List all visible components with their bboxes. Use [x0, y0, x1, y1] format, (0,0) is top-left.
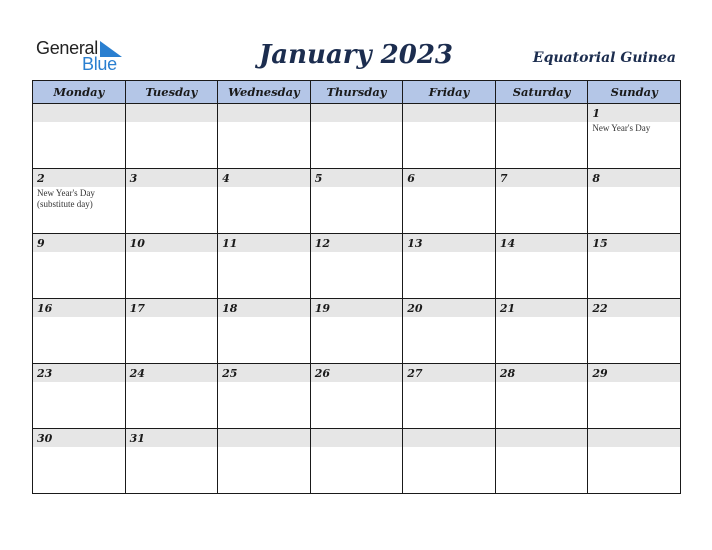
weekday-sunday: Sunday [588, 81, 681, 104]
day-band [33, 104, 125, 122]
weekday-friday: Friday [403, 81, 496, 104]
day-number: 30 [37, 432, 53, 445]
day-cell [588, 104, 681, 169]
day-number: 20 [407, 302, 423, 315]
day-cell [495, 104, 588, 169]
day-cell [403, 169, 496, 234]
day-number: 1 [592, 107, 601, 120]
day-number: 9 [37, 237, 45, 250]
day-cell [310, 169, 403, 234]
day-cell [403, 104, 496, 169]
week-row [33, 364, 681, 429]
week-row [33, 104, 681, 169]
day-cell [310, 104, 403, 169]
day-cell [125, 299, 218, 364]
day-number: 27 [407, 367, 423, 380]
day-band [403, 104, 495, 122]
day-number: 16 [37, 302, 53, 315]
day-cell [310, 299, 403, 364]
day-cell [33, 169, 126, 234]
day-band [496, 429, 588, 447]
day-band [588, 429, 680, 447]
day-cell [588, 234, 681, 299]
day-cell [495, 234, 588, 299]
week-row [33, 429, 681, 494]
day-band [496, 104, 588, 122]
calendar-title: January 2023 [258, 40, 454, 70]
day-cell [588, 169, 681, 234]
day-cell [218, 234, 311, 299]
day-number: 14 [499, 237, 516, 250]
day-number: 21 [499, 302, 516, 315]
day-cell [33, 364, 126, 429]
day-number: 15 [592, 237, 608, 250]
day-cell [495, 299, 588, 364]
day-cell [403, 234, 496, 299]
day-number: 22 [592, 302, 608, 315]
country-name: Equatorial Guinea [532, 50, 676, 66]
day-number: 17 [129, 302, 145, 315]
day-cell [125, 104, 218, 169]
day-band [311, 104, 403, 122]
day-number: 3 [129, 172, 138, 185]
day-number: 12 [314, 237, 330, 250]
day-band [126, 169, 218, 187]
week-row [33, 299, 681, 364]
day-cell [588, 299, 681, 364]
day-number: 24 [129, 367, 145, 380]
day-band [218, 169, 310, 187]
day-number: 2 [37, 172, 45, 185]
day-number: 5 [314, 172, 323, 185]
day-band [588, 104, 680, 122]
day-number: 18 [222, 302, 238, 315]
day-cell [310, 429, 403, 494]
day-band [126, 104, 218, 122]
logo-text-blue: Blue [82, 54, 117, 74]
calendar-grid [32, 80, 681, 494]
weekday-saturday: Saturday [495, 81, 588, 104]
day-cell [495, 169, 588, 234]
day-number: 4 [222, 172, 230, 185]
weekday-tuesday: Tuesday [125, 81, 218, 104]
day-cell [310, 364, 403, 429]
week-row [33, 169, 681, 234]
day-cell [33, 299, 126, 364]
day-number: 29 [592, 367, 608, 380]
day-band [218, 104, 310, 122]
day-cell [310, 234, 403, 299]
day-number: 31 [129, 432, 145, 445]
day-cell [125, 429, 218, 494]
day-number: 7 [499, 172, 508, 185]
day-number: 11 [222, 237, 238, 250]
day-number: 25 [222, 367, 238, 380]
day-band [33, 234, 125, 252]
day-band [311, 169, 403, 187]
day-cell [218, 364, 311, 429]
day-cell [588, 364, 681, 429]
holiday-label: New Year's Day [592, 123, 651, 133]
day-number: 19 [314, 302, 330, 315]
weekday-thursday: Thursday [310, 81, 403, 104]
holiday-label: New Year's Day (substitute day) [37, 188, 95, 209]
day-number: 6 [407, 172, 415, 185]
day-cell [495, 429, 588, 494]
logo-text-general: General [36, 38, 98, 58]
day-number: 13 [407, 237, 423, 250]
day-number: 23 [37, 367, 53, 380]
day-cell [125, 169, 218, 234]
day-cell [33, 104, 126, 169]
day-number: 10 [129, 237, 145, 250]
weekday-header-row [33, 81, 681, 104]
day-cell [403, 429, 496, 494]
day-number: 28 [499, 367, 516, 380]
day-number: 8 [592, 172, 601, 185]
week-row [33, 234, 681, 299]
day-cell [403, 299, 496, 364]
weekday-monday: Monday [33, 81, 126, 104]
day-cell [33, 234, 126, 299]
day-band [403, 169, 495, 187]
day-cell [33, 429, 126, 494]
day-band [218, 429, 310, 447]
day-band [588, 169, 680, 187]
day-band [311, 429, 403, 447]
weekday-wednesday: Wednesday [218, 81, 311, 104]
day-number: 26 [314, 367, 330, 380]
day-cell [218, 429, 311, 494]
day-band [496, 169, 588, 187]
day-cell [125, 234, 218, 299]
day-band [33, 169, 125, 187]
day-cell [588, 429, 681, 494]
day-cell [125, 364, 218, 429]
day-band [403, 429, 495, 447]
day-cell [218, 104, 311, 169]
day-cell [403, 364, 496, 429]
day-cell [218, 169, 311, 234]
day-cell [495, 364, 588, 429]
day-cell [218, 299, 311, 364]
